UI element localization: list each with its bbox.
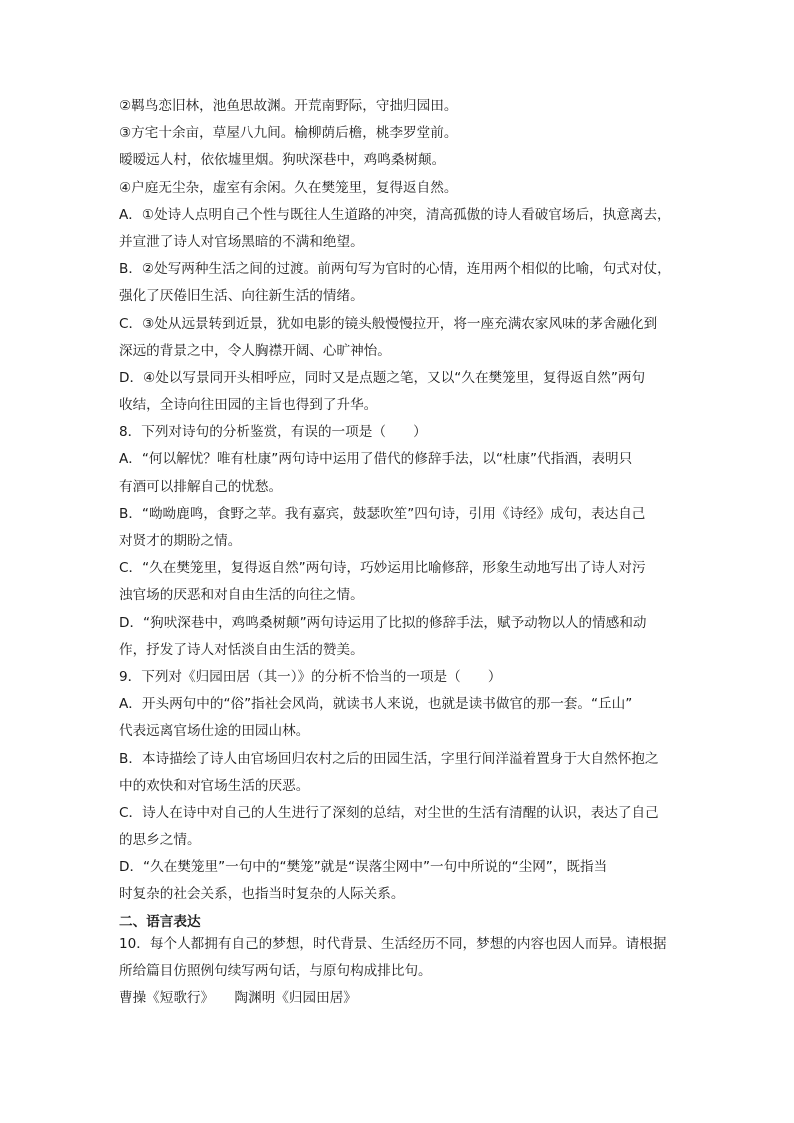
text-line: 9．下列对《归园田居（其一）》的分析不恰当的一项是（ ） — [119, 668, 502, 685]
text-line: 深远的背景之中，令人胸襟开阔、心旷神怡。 — [119, 342, 391, 359]
text-line: 所给篇目仿照例句续写两句话，与原句构成排比句。 — [119, 962, 432, 979]
text-line: 并宣泄了诗人对官场黑暗的不满和绝望。 — [119, 233, 364, 250]
text-line: ③方宅十余亩，草屋八九间。榆柳荫后檐，桃李罗堂前。 — [119, 125, 458, 142]
text-line: 8．下列对诗句的分析鉴赏，有误的一项是（ ） — [119, 424, 427, 441]
question-text-block — [119, 93, 689, 909]
text-line: 强化了厌倦旧生活、向往新生活的情绪。 — [119, 288, 364, 305]
text-line: C．③处从远景转到近景，犹如电影的镜头般慢慢拉开，将一座充满农家风味的茅舍融化到 — [119, 315, 658, 332]
text-line: 有酒可以排解自己的忧愁。 — [119, 478, 283, 495]
text-line: 曹操《短歌行》 陶渊明《归园田居》 — [119, 990, 357, 1006]
text-line: D．④处以写景同开头相呼应，同时又是点题之笔，又以“久在樊笼里，复得返自然”两句 — [119, 369, 646, 386]
text-line: 浊官场的厌恶和对自由生活的向往之情。 — [119, 587, 364, 604]
text-line: B．“呦呦鹿鸣，食野之苹。我有嘉宾，鼓瑟吹笙”四句诗，引用《诗经》成句，表达自己 — [119, 505, 646, 522]
text-line: A．开头两句中的“俗”指社会风尚，就读书人来说，也就是读书做官的那一套。“丘山” — [119, 696, 633, 713]
text-line: A．“何以解忧？唯有杜康”两句诗中运用了借代的修辞手法，以“杜康”代指酒，表明只 — [119, 451, 633, 468]
text-line: 收结，全诗向往田园的主旨也得到了升华。 — [119, 397, 378, 414]
text-line: C．诗人在诗中对自己的人生进行了深刻的总结，对尘世的生活有清醒的认识，表达了自己 — [119, 804, 659, 821]
text-line: 中的欢快和对官场生活的厌恶。 — [119, 777, 310, 794]
text-line: 对贤才的期盼之情。 — [119, 533, 242, 549]
text-line: ④户庭无尘杂，虚室有余闲。久在樊笼里，复得返自然。 — [119, 179, 458, 196]
text-line: 时复杂的社会关系，也指当时复杂的人际关系。 — [119, 886, 405, 903]
question-10-block — [119, 931, 689, 1013]
text-line: 的思乡之情。 — [119, 832, 201, 849]
section-heading: 二、语言表达 — [119, 913, 201, 930]
text-line: D．“狗吠深巷中，鸡鸣桑树颠”两句诗运用了比拟的修辞手法，赋予动物以人的情感和动 — [119, 614, 647, 631]
text-line: 暧暧远人村，依依墟里烟。狗吠深巷中，鸡鸣桑树颠。 — [119, 152, 446, 169]
document-body — [119, 93, 689, 1012]
text-line: D．“久在樊笼里”一句中的“樊笼”就是“误落尘网中”一句中所说的“尘网”，既指当 — [119, 859, 608, 876]
text-line: A．①处诗人点明自己个性与既往人生道路的冲突，清高孤傲的诗人看破官场后，执意离去， — [119, 206, 671, 223]
text-line: 作，抒发了诗人对恬淡自由生活的赞美。 — [119, 641, 364, 658]
text-line: 代表远离官场仕途的田园山林。 — [119, 723, 310, 740]
text-line: B．②处写两种生活之间的过渡。前两句写为官时的心情，连用两个相似的比喻，句式对仗， — [119, 261, 671, 278]
text-line: 10．每个人都拥有自己的梦想，时代背景、生活经历不同，梦想的内容也因人而异。请根据 — [119, 935, 667, 952]
text-line: ②羁鸟恋旧林，池鱼思故渊。开荒南野际，守拙归园田。 — [119, 98, 458, 114]
text-line: B．本诗描绘了诗人由官场回归农村之后的田园生活，字里行间洋溢着置身于大自然怀抱之 — [119, 750, 659, 767]
text-line: C．“久在樊笼里，复得返自然”两句诗，巧妙运用比喻修辞，形象生动地写出了诗人对污 — [119, 560, 646, 577]
